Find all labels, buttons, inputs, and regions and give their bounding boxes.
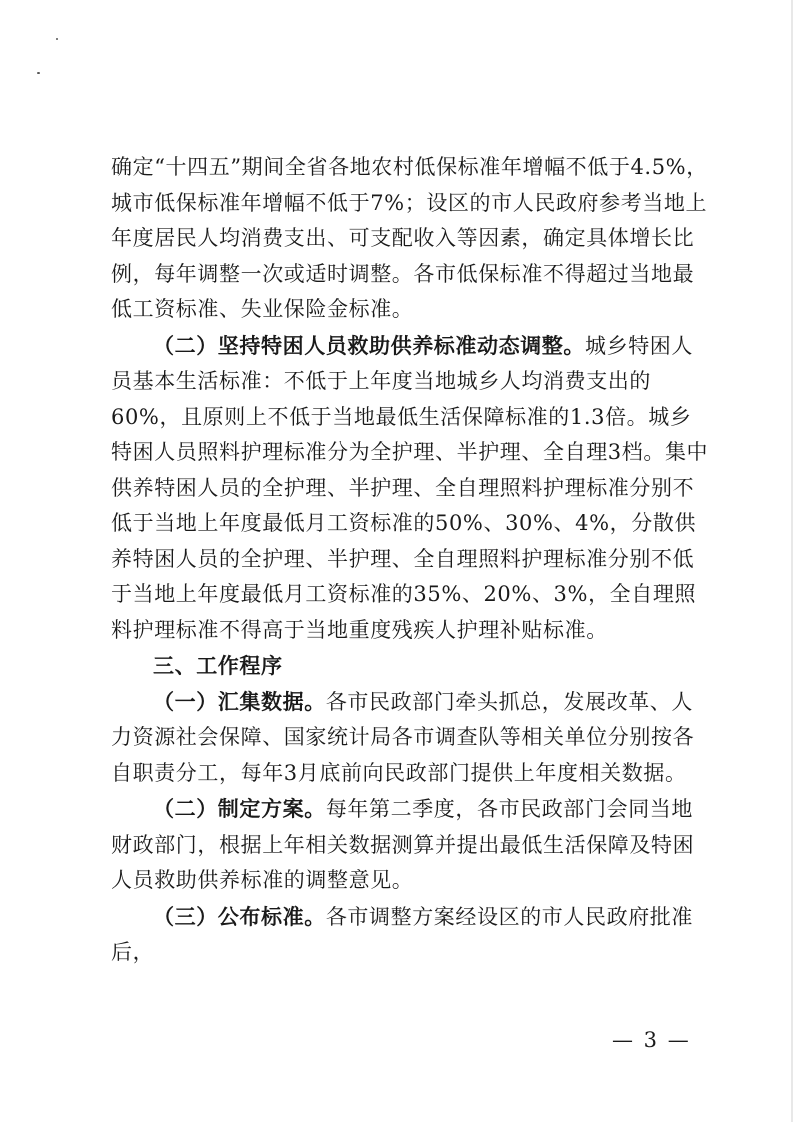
scan-speck bbox=[37, 72, 40, 74]
paragraph-text: 每年第二季度，各市民政部门会同当地财政部门，根据上年相关数据测算并提出最低生活保障及特困人员救助供养标准的调整意见。 bbox=[111, 797, 695, 892]
page-number: — 3 — bbox=[612, 1028, 691, 1052]
section-heading: 三、工作程序 bbox=[153, 653, 283, 678]
paragraph-text: 各市民政部门牵头抓总，发展改革、人力资源社会保障、国家统计局各市调查队等相关单位分别按各自职责分工，每年3月底前向民政部门提供上年度相关数据。 bbox=[111, 689, 695, 785]
paragraph-special-hardship bbox=[111, 328, 711, 649]
scan-speck bbox=[56, 38, 58, 40]
paragraph-lead: （一）汇集数据。 bbox=[153, 688, 326, 714]
paragraph-make-plan bbox=[111, 791, 711, 899]
paragraph-publish-standard bbox=[111, 899, 711, 971]
body-text bbox=[111, 150, 711, 971]
paragraph-lead: （二）坚持特困人员救助供养标准动态调整。 bbox=[153, 332, 585, 358]
paragraph-lead: （二）制定方案。 bbox=[153, 796, 326, 821]
paragraph-text: 城乡特困人员基本生活标准：不低于上年度当地城乡人均消费支出的60%，且原则上不低于当地最低生活保障标准的1.3倍。城乡特困人员照料护理标准分为全护理、半护理、全自理3档。集中供养特困人员的全护理、半护理、全自理照料护理标准分别不低于当地上年度最低月工资标准的50%、30%、4%，分散供养特困人员的全护理、半护理、全自理照料护理标准分别不低于当地上年度最低月工资标准的35%、20%、3%，全自理照料护理标准不得高于当地重度残疾人护理补贴标准。 bbox=[111, 333, 709, 642]
paragraph-lead: （三）公布标准。 bbox=[153, 903, 326, 929]
paragraph-low-income-standard bbox=[111, 150, 711, 328]
paragraph-collect-data bbox=[111, 684, 711, 792]
paragraph-text: 确定“十四五”期间全省各地农村低保标准年增幅不低于4.5%，城市低保标准年增幅不低于7%；设区的市人民政府参考当地上年度居民人均消费支出、可支配收入等因素，确定具体增长比例，每年调整一次或适时调整。各市低保标准不得超过当地最低工资标准、失业保险金标准。 bbox=[111, 155, 708, 321]
paragraph-text: 各市调整方案经设区的市人民政府批准后， bbox=[111, 904, 694, 964]
